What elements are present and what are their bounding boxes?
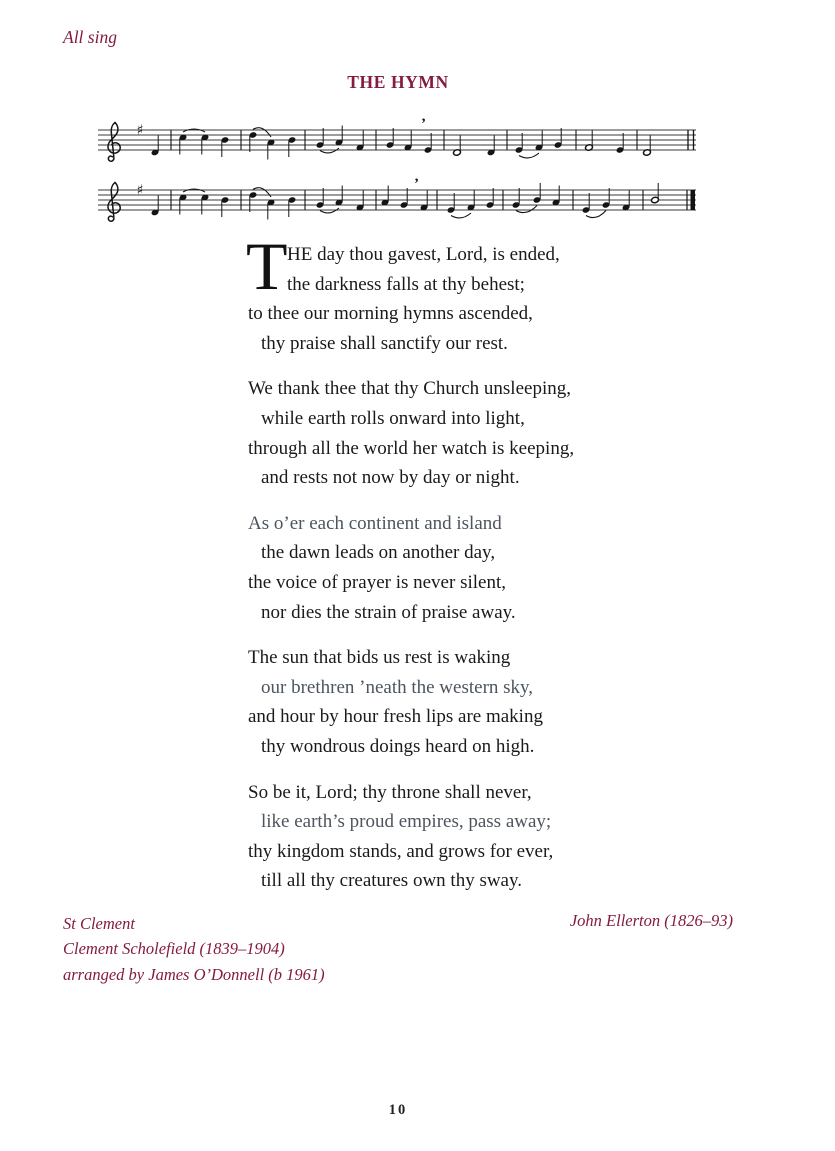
verses (246, 228, 575, 912)
breath-mark-icon: ’ (421, 116, 426, 132)
verse-line: We thank thee that thy Church unsleeping, (248, 378, 571, 400)
tune-name: St Clement (63, 914, 135, 933)
music-system-1 (98, 112, 698, 168)
verse-line: The sun that bids us rest is waking (248, 647, 511, 669)
verse-line: through all the world her watch is keeping, (248, 437, 575, 459)
verse-line: while earth rolls onward into light, (261, 407, 525, 429)
verse (248, 643, 574, 761)
music-system-2 (98, 172, 698, 228)
page-title: THE HYMN (347, 72, 449, 92)
verse (248, 778, 574, 896)
treble-clef-icon (108, 122, 120, 161)
verse-line: thy wondrous doings heard on high. (261, 735, 535, 757)
verse-line: nor dies the strain of praise away. (261, 601, 516, 623)
verse-line: to thee our morning hymns ascended, (248, 303, 533, 325)
slur (519, 153, 539, 158)
verse-line: the voice of prayer is never silent, (248, 571, 506, 593)
verse-line: and hour by hour fresh lips are making (248, 706, 543, 728)
slur (451, 213, 471, 218)
slur (516, 206, 537, 213)
verse (246, 228, 574, 358)
sharp-icon: ♯ (136, 122, 144, 139)
verse-line: our brethren ’neath the western sky, (261, 676, 534, 698)
verse-line: the darkness falls at thy behest; (287, 273, 525, 295)
verse-line: thy kingdom stands, and grows for ever, (248, 840, 554, 862)
verse-line: and rests not now by day or night. (261, 467, 520, 489)
treble-clef-icon (108, 182, 120, 221)
verse (248, 374, 574, 492)
page-number: 10 (388, 1102, 408, 1118)
drop-cap: T (246, 228, 288, 304)
slur (183, 129, 205, 132)
rubric-all-sing: All sing (63, 27, 117, 47)
music-staff (98, 112, 698, 168)
verse-line: like earth’s proud empires, pass away; (261, 811, 552, 833)
sharp-icon: ♯ (136, 182, 144, 199)
verse-line: HE day thou gavest, Lord, is ended, (287, 244, 560, 265)
verse (248, 509, 574, 627)
final-barline (691, 190, 696, 210)
slur (320, 148, 339, 153)
slur (183, 189, 205, 192)
author-attribution: John Ellerton (1826–93) (569, 911, 733, 930)
verse-line: So be it, Lord; thy throne shall never, (248, 781, 532, 803)
verse-line: the dawn leads on another day, (261, 542, 496, 564)
composer: Clement Scholefield (1839–1904) (63, 939, 285, 959)
arranger: arranged by James O’Donnell (b 1961) (63, 964, 325, 984)
slur (586, 211, 606, 218)
music-staff (98, 172, 698, 228)
verse-line: thy praise shall sanctify our rest. (261, 332, 508, 354)
breath-mark-icon: ’ (414, 176, 419, 192)
slur (320, 208, 339, 213)
verse-line: till all thy creatures own thy sway. (261, 870, 523, 892)
verse-line: As o’er each continent and island (248, 512, 502, 534)
